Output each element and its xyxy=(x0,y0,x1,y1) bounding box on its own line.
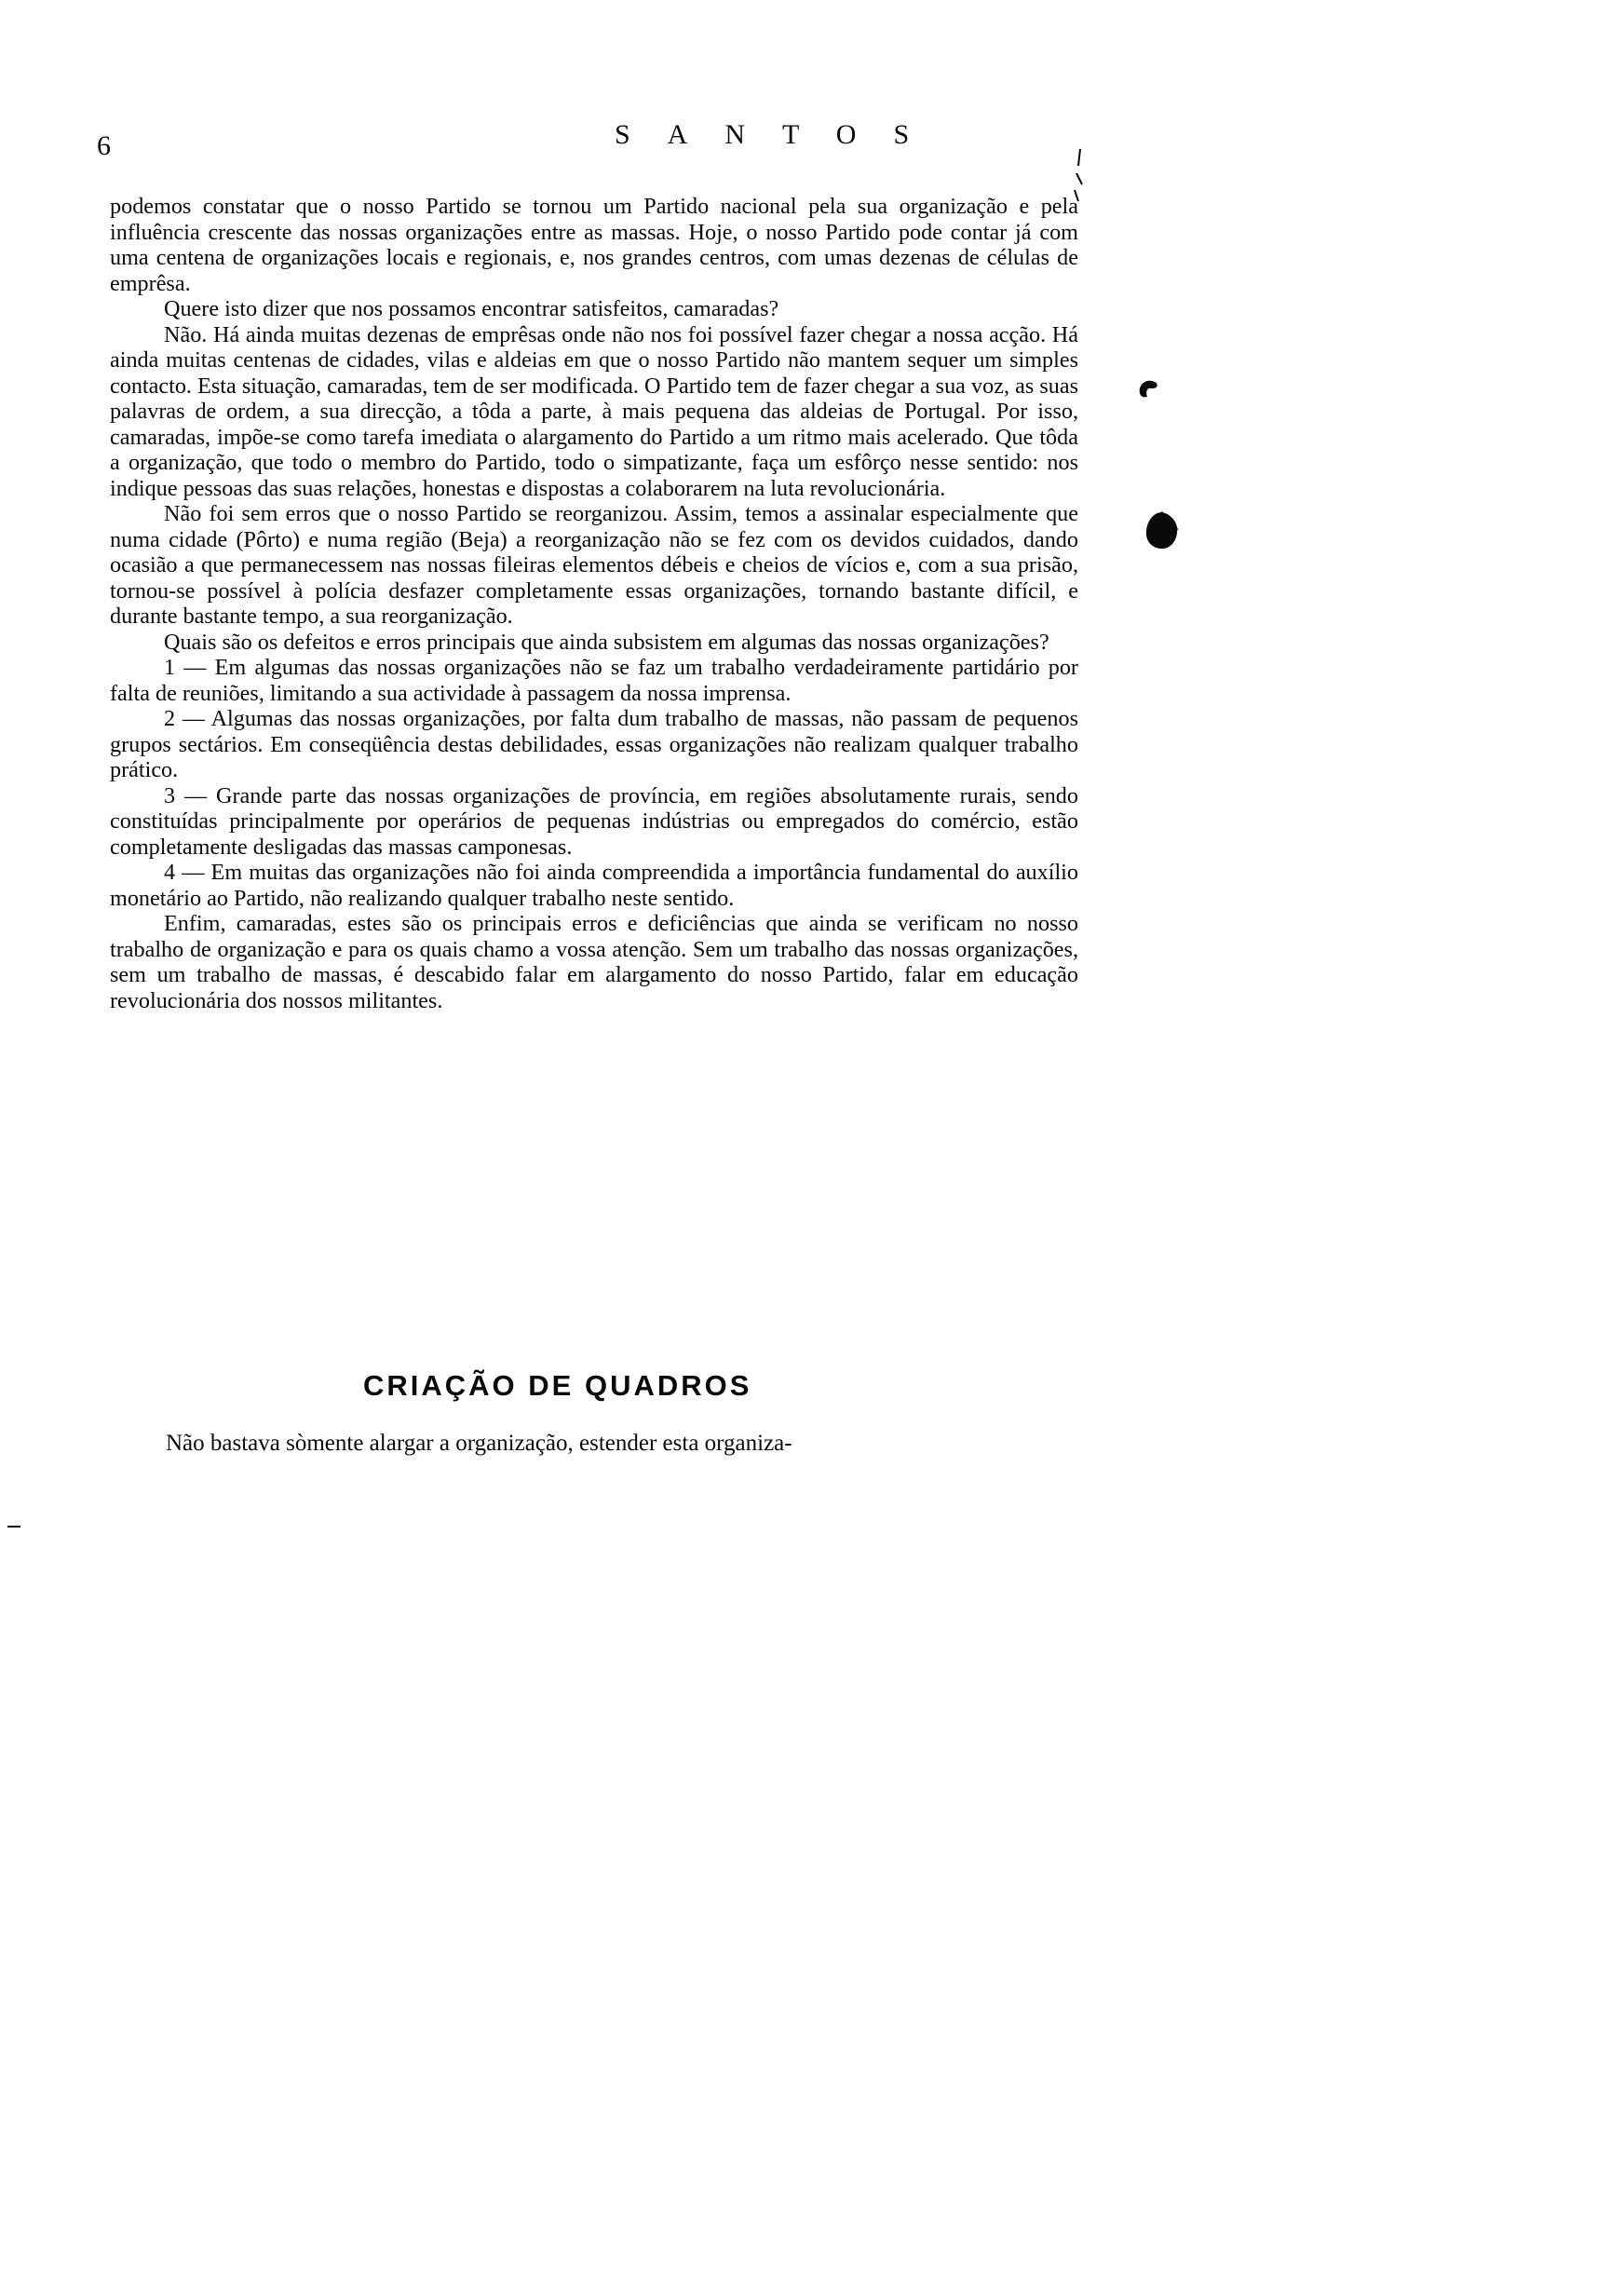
paragraph: podemos constatar que o nosso Partido se tornou um Partido nacional pela sua organização e pela influência crescente das nossas organizações entre as massas. Hoje, o nosso Partido pode contar já com uma centena de organizações locais e regionais, e, nos grandes centros, com umas dezenas de células de emprêsa. xyxy=(110,194,1078,296)
section-first-line: Não bastava sòmente alargar a organização, estender esta organiza- xyxy=(166,1431,792,1456)
ink-blot-spot xyxy=(1144,510,1181,551)
paragraph: Quere isto dizer que nos possamos encontrar satisfeitos, camaradas? xyxy=(164,296,779,321)
paragraph: Enfim, camaradas, estes são os principais erros e deficiências que ainda se verificam no nosso trabalho de organização e para os quais chamo a vossa atenção. Sem um trabalho das nossas organizações, sem um trabalho de massas, é descabido falar em alargamento do nosso Partido, falar em educação revolucionária dos nossos militantes. xyxy=(110,911,1078,1013)
body-text xyxy=(110,194,1078,1013)
running-title: SANTOS xyxy=(615,119,947,150)
paragraph: Não. Há ainda muitas dezenas de emprêsas onde não nos foi possível fazer chegar a nossa acção. Há ainda muitas centenas de cidades, vilas e aldeias em que o nosso Partido não mantem sequer um simples contacto. Esta situação, camaradas, tem de ser modificada. O Partido tem de fazer chegar a sua voz, as suas palavras de ordem, a sua direcção, a tôda a parte, à mais pequena das aldeias de Portugal. Por isso, camaradas, impõe-se como tarefa imediata o alargamento do Partido a um ritmo mais acelerado. Que tôda a organização, que todo o membro do Partido, todo o simpatizante, faça um esfôrço nesse sentido: nos indique pessoas das suas relações, honestas e dispostas a colaborarem na luta revolucionária. xyxy=(110,321,1078,501)
numbered-item: 4 — Em muitas das organizações não foi ainda compreendida a importância fundamental do auxílio monetário ao Partido, não realizando qualquer trabalho neste sentido. xyxy=(110,860,1078,911)
ink-dash-left xyxy=(7,1524,20,1529)
numbered-item: 3 — Grande parte das nossas organizações de província, em regiões absolutamente rurais, sendo constituídas principalmente por operários de pequenas indústrias ou empregados do comércio, estão completamente desligadas das massas camponesas. xyxy=(110,782,1078,860)
ink-mark-corner xyxy=(1067,147,1086,203)
paragraph: Não foi sem erros que o nosso Partido se reorganizou. Assim, temos a assinalar especialmente que numa cidade (Pôrto) e numa região (Beja) a reorganização não se fez com os devidos cuidados, dando ocasião a que permanecessem nas nossas fileiras elementos débeis e cheios de vícios e, com a sua prisão, tornou-se possível à polícia desfazer completamente essas organizações, tornando bastante difícil, e durante bastante tempo, a sua reorganização. xyxy=(110,501,1078,629)
numbered-item: 1 — Em algumas das nossas organizações não se faz um trabalho verdadeiramente partidário por falta de reuniões, limitando a sua actividade à passagem da nossa imprensa. xyxy=(110,655,1078,706)
ink-blot-mark xyxy=(1134,374,1162,402)
page-number: 6 xyxy=(97,130,111,161)
section-heading: CRIAÇÃO DE QUADROS xyxy=(363,1369,752,1402)
paragraph: Quais são os defeitos e erros principais que ainda subsistem em algumas das nossas organizações? xyxy=(164,629,1049,655)
numbered-item: 2 — Algumas das nossas organizações, por falta dum trabalho de massas, não passam de pequenos grupos sectários. Em conseqüência destas debilidades, essas organizações não realizam qualquer trabalho prático. xyxy=(110,706,1078,782)
